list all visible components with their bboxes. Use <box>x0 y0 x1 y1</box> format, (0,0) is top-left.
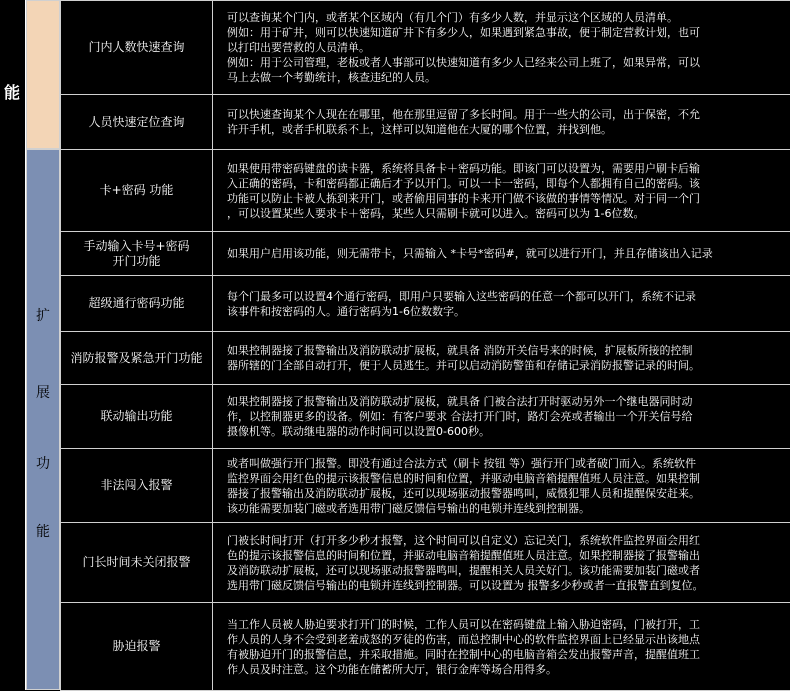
category-char: 扩 <box>27 305 59 325</box>
extended-function-category <box>26 149 60 690</box>
table-row <box>61 449 790 523</box>
category-char: 功 <box>27 453 59 473</box>
feature-name: 人员快速定位查询 <box>61 95 213 150</box>
left-category-column <box>0 0 26 690</box>
feature-description: 或者叫做强行开门报警。即没有通过合法方式（刷卡 按钮 等）强行开门或者破门而入。系统软件 监控界面会用红色的提示该报警信息的时间和位置，并驱动电脑音箱提醒值班人员注意。如果控制 器接了报警输出及消防联动扩展板，还可以现场驱动报警器鸣叫，威慑犯罪人员和提醒保安赶来。 该功能需要加装门磁或者选用带门磁反馈信号输出的电锁并连线到控制器。 <box>213 449 790 523</box>
category-char: 展 <box>27 382 59 402</box>
table-row <box>61 1 790 95</box>
feature-name: 联动输出功能 <box>61 385 213 449</box>
basic-function-category <box>26 0 60 149</box>
feature-name: 非法闯入报警 <box>61 449 213 523</box>
table-row <box>61 276 790 332</box>
feature-name: 消防报警及紧急开门功能 <box>61 332 213 385</box>
feature-description: 如果使用带密码键盘的读卡器，系统将具备卡＋密码功能。即该门可以设置为，需要用户刷卡后输 入正确的密码，卡和密码都正确后才予以开门。可以一卡一密码，即每个人都拥有自己的密码。该 功能可以防止卡被人拣到来开门，或者偷用同事的卡来开门做不该做的事情等情况。对于同一个门 ，可以设置某些人要求卡＋密码，某些人只需刷卡就可以进入。密码可以为 1-6位数。 <box>213 150 790 232</box>
feature-description: 如果控制器接了报警输出及消防联动扩展板，就具备 消防开关信号来的时候，扩展板所接的控制 器所辖的门全部自动打开，便于人员逃生。并可以启动消防警笛和存储记录消防报警记录的时间。 <box>213 332 790 385</box>
feature-name: 卡+密码 功能 <box>61 150 213 232</box>
feature-description: 可以查询某个门内，或者某个区域内（有几个门）有多少人数，并显示这个区域的人员清单。 例如：用于矿井，则可以快速知道矿井下有多少人，如果遇到紧急事故，便于制定营救计划，也可 以打印出要营救的人员清单。 例如：用于公司管理，老板或者人事部可以快速知道有多少人已经来公司上班了，如果异常，可以 马上去做一个考勤统计，核查违纪的人员。 <box>213 1 790 95</box>
table-row <box>61 385 790 449</box>
feature-name: 胁迫报警 <box>61 603 213 691</box>
feature-description: 每个门最多可以设置4个通行密码，即用户只要输入这些密码的任意一个都可以开门，系统不记录 该事件和按密码的人。通行密码为1-6位数数字。 <box>213 276 790 332</box>
feature-name: 门内人数快速查询 <box>61 1 213 95</box>
category-char: 能 <box>27 521 59 541</box>
feature-name: 手动输入卡号+密码 开门功能 <box>61 232 213 276</box>
table-row <box>61 332 790 385</box>
table-row <box>61 232 790 276</box>
feature-name: 门长时间未关闭报警 <box>61 523 213 603</box>
feature-description: 门被长时间打开（打开多少秒才报警，这个时间可以自定义）忘记关门，系统软件监控界面会用红 色的提示该报警信息的时间和位置，并驱动电脑音箱提醒值班人员注意。如果控制器接了报警输出 及消防联动扩展板，还可以现场驱动报警器鸣叫，提醒相关人员关好门。该功能需要加装门磁或者 选用带门磁反馈信号输出的电锁并连线到控制器。可以设置为 报警多少秒或者一直报警直到复位。 <box>213 523 790 603</box>
table-row <box>61 523 790 603</box>
category-label-ability: 能 <box>4 80 20 103</box>
feature-table <box>60 0 790 691</box>
feature-description: 如果用户启用该功能，则无需带卡，只需输入 *卡号*密码#，就可以进行开门，并且存储该出入记录 <box>213 232 790 276</box>
feature-name: 超级通行密码功能 <box>61 276 213 332</box>
feature-description: 如果控制器接了报警输出及消防联动扩展板，就具备 门被合法打开时驱动另外一个继电器同时动 作，以控制器更多的设备。例如：有客户要求 合法打开门时，路灯会亮或者输出一个开关信号给 摄像机等。联动继电器的动作时间可以设置0-600秒。 <box>213 385 790 449</box>
feature-description: 当工作人员被人胁迫要求打开门的时候，工作人员可以在密码键盘上输入胁迫密码，门被打开，工 作人员的人身不会受到老羞成怒的歹徒的伤害，而总控制中心的软件监控界面上已经显示出该地点 有被胁迫开门的报警信息，并采取措施。同时在控制中心的电脑音箱会发出报警声音，提醒值班工 作人员及时注意。这个功能在储蓄所大厅，银行金库等场合用得多。 <box>213 603 790 691</box>
table-row <box>61 603 790 691</box>
feature-description: 可以快速查询某个人现在在哪里，他在那里逗留了多长时间。用于一些大的公司，出于保密，不允 许开手机，或者手机联系不上，这样可以知道他在大厦的哪个位置，并找到他。 <box>213 95 790 150</box>
table-row <box>61 150 790 232</box>
table-row <box>61 95 790 150</box>
